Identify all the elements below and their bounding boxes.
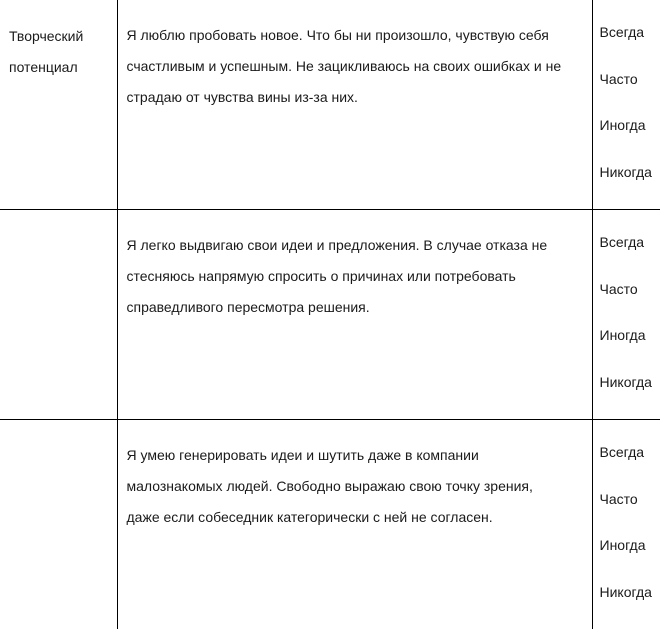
statement-line: страдаю от чувства вины из-за них. [127,82,586,113]
statement-line: стесняюсь напрямую спросить о причинах или потребовать [127,261,586,292]
statement-text [118,420,592,533]
statement-cell [117,0,592,210]
statement-line: Я люблю пробовать новое. Что бы ни произошло, чувствую себя [127,20,586,51]
statement-line: Я умею генерировать идеи и шутить даже в компании [127,440,586,471]
statement-text [118,0,592,113]
table-row [0,0,660,210]
statement-cell [117,210,592,420]
statement-cell [117,420,592,629]
option-sometimes: Иногда [600,536,660,583]
option-sometimes: Иногда [600,326,660,373]
option-never: Никогда [600,163,660,210]
statement-text [118,210,592,323]
statement-line: счастливым и успешным. Не зацикливаюсь на своих ошибках и не [127,51,586,82]
answer-options [593,210,660,419]
option-often: Часто [600,70,660,117]
option-sometimes: Иногда [600,116,660,163]
option-often: Часто [600,280,660,327]
option-always: Всегда [600,443,660,490]
category-label: Творческий потенциал [0,0,117,83]
statement-line: даже если собеседник категорически с ней не согласен. [127,502,586,533]
statement-line: малознакомых людей. Свободно выражаю свою точку зрения, [127,471,586,502]
statement-line: Я легко выдвигаю свои идеи и предложения. В случае отказа не [127,230,586,261]
options-cell [592,210,660,420]
options-cell [592,0,660,210]
table-row [0,210,660,420]
category-label [0,210,117,231]
category-label [0,420,117,441]
option-never: Никогда [600,583,660,629]
option-never: Никогда [600,373,660,420]
category-cell [0,420,117,629]
option-often: Часто [600,490,660,537]
option-always: Всегда [600,23,660,70]
category-cell [0,0,117,210]
category-cell [0,210,117,420]
answer-options [593,420,660,629]
option-always: Всегда [600,233,660,280]
statement-line: справедливого пересмотра решения. [127,292,586,323]
table-row [0,420,660,629]
answer-options [593,0,660,209]
options-cell [592,420,660,629]
